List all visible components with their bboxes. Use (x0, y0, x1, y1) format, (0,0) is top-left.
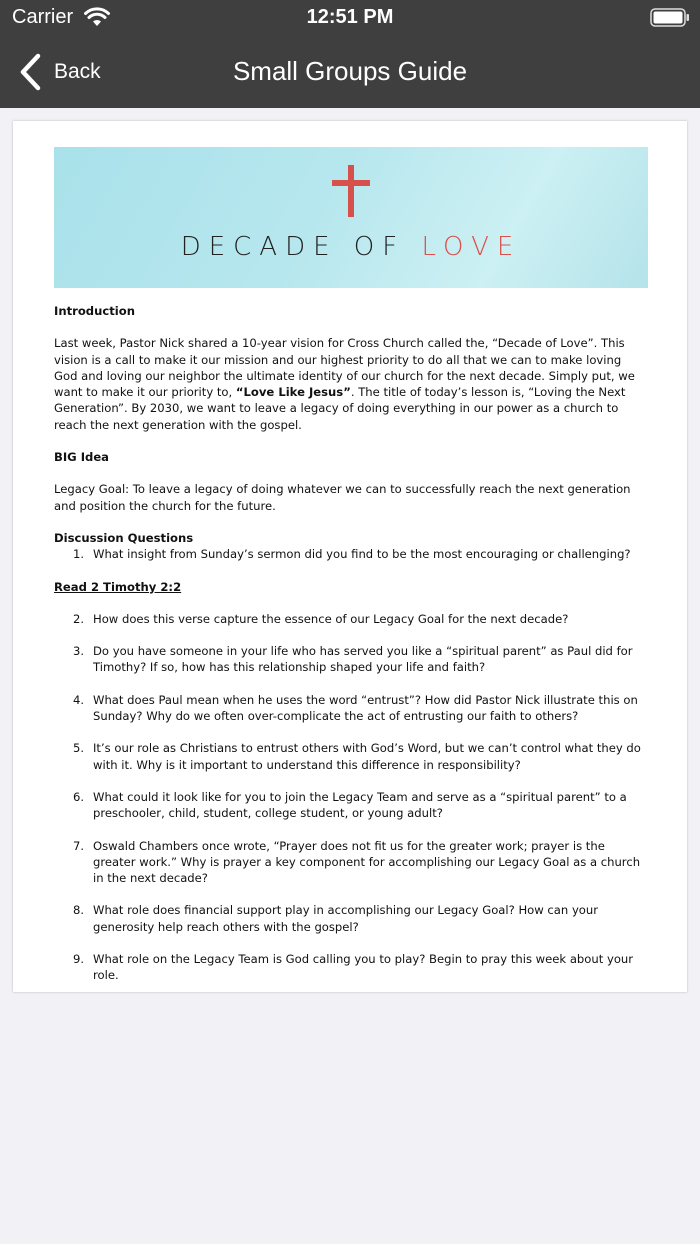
section-heading-big-idea: BIG Idea (54, 450, 110, 465)
question-item (54, 951, 648, 984)
question-item (54, 838, 648, 887)
question-item (54, 611, 648, 627)
banner-image (54, 147, 648, 288)
banner-title-part1: DECADE OF (180, 232, 422, 262)
status-time: 12:51 PM (306, 6, 394, 28)
question-list-first (54, 546, 648, 562)
question-list (54, 611, 648, 984)
battery-icon (650, 8, 690, 27)
question-text: What does Paul mean when he uses the word “entrust”? How did Pastor Nick illustrate this on Sunday? Why do we often over-complicate the act of entrusting our faith to others? (93, 692, 638, 724)
carrier-label: Carrier (12, 6, 74, 28)
question-text: What could it look like for you to join the Legacy Team and serve as a “spiritual parent” to a preschooler, child, student, college student, or young adult? (93, 789, 627, 821)
question-number: 9. (73, 952, 85, 967)
question-item (54, 740, 648, 773)
section-heading-introduction: Introduction (54, 304, 135, 318)
question-item (54, 789, 648, 822)
question-text: What role does financial support play in accomplishing our Legacy Goal? How can your generosity help reach others with the gospel? (93, 903, 599, 934)
question-item (54, 643, 648, 676)
question-text: How does this verse capture the essence of our Legacy Goal for the next decade? (93, 611, 569, 626)
navigation-bar (0, 0, 700, 108)
introduction-paragraph (54, 335, 648, 433)
intro-text-2: . The title of today’s lesson is, “Loving the Next Generation”. By 2030, we want to leave a legacy of doing everything in our power as a church to reach the next generation with the gospel. (54, 385, 626, 432)
question-number: 8. (73, 903, 85, 918)
question-text: Oswald Chambers once wrote, “Prayer does not fit us for the greater work; prayer is the greater work.” Why is prayer a key component for accomplishing our Legacy Goal as a church in the next decade? (93, 838, 641, 886)
page-title: Small Groups Guide (232, 56, 468, 86)
question-number: 7. (73, 838, 85, 853)
question-text: It’s our role as Christians to entrust others with God’s Word, but we can’t control what they do with it. Why is it important to understand this difference in responsibility? (93, 741, 641, 772)
question-text: What insight from Sunday’s sermon did you find to be the most encouraging or challenging? (93, 547, 631, 562)
document-content (54, 147, 648, 984)
question-item (54, 692, 648, 725)
question-number: 6. (73, 789, 85, 804)
question-item (54, 546, 648, 562)
question-number: 1. (73, 547, 85, 562)
big-idea-paragraph: Legacy Goal: To leave a legacy of doing whatever we can to successfully reach the next generation and position the church for the future. (54, 482, 631, 513)
intro-text-1: Last week, Pastor Nick shared a 10-year vision for Cross Church called the, “Decade of Love”. This vision is a call to make it our mission and our highest priority to do all that we can to make loving God and loving our neighbor the ultimate identity of our church for the next decade. Simply put, we want to make it our priority to, (54, 336, 635, 400)
banner-title-love: LOVE (421, 232, 522, 262)
question-number: 3. (73, 644, 85, 659)
document-card (13, 121, 687, 992)
back-label: Back (54, 60, 101, 83)
cross-icon (332, 165, 370, 217)
question-text: Do you have someone in your life who has served you like a “spiritual parent” as Paul did for Timothy? If so, how has this relationship shaped your life and faith? (93, 644, 633, 675)
scripture-reading: Read 2 Timothy 2:2 (54, 579, 182, 594)
question-text: What role on the Legacy Team is God calling you to play? Begin to pray this week about your role. (93, 952, 634, 983)
banner-title (54, 232, 648, 262)
question-number: 2. (73, 611, 85, 626)
intro-bold-phrase: “Love Like Jesus” (235, 385, 351, 400)
question-number: 4. (73, 692, 85, 707)
question-item (54, 902, 648, 935)
question-number: 5. (73, 741, 85, 756)
section-heading-discussion: Discussion Questions (54, 530, 194, 545)
